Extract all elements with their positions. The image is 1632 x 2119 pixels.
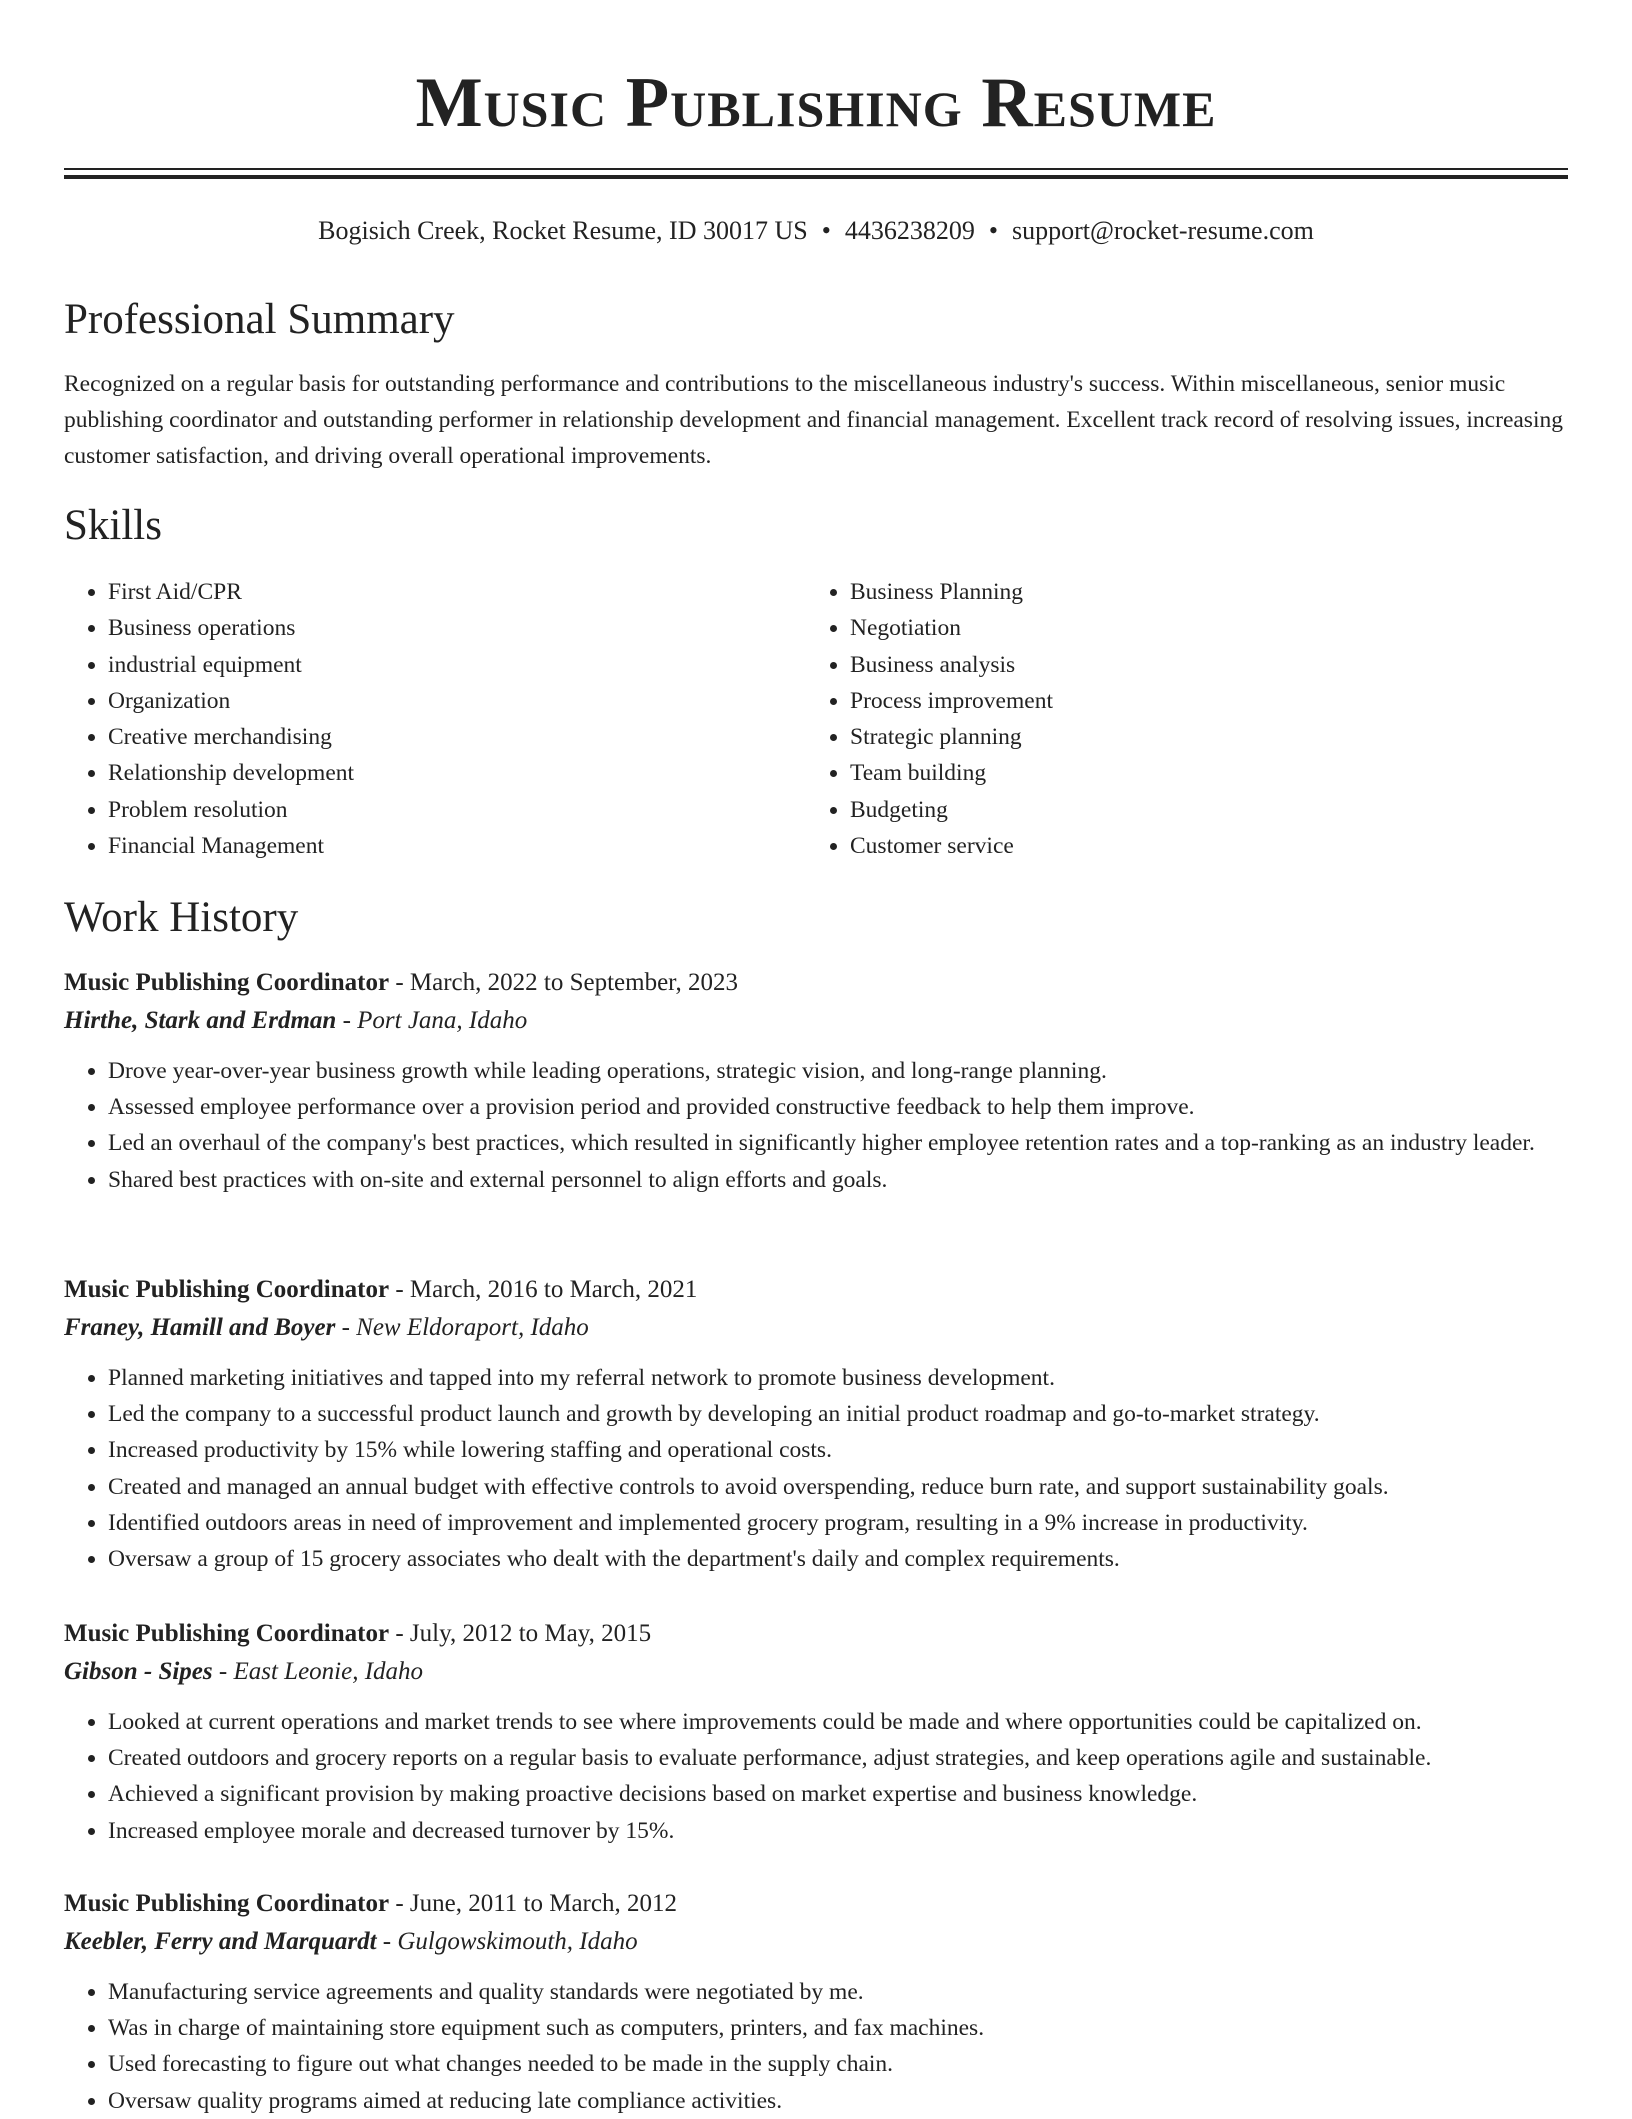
job-title-line <box>64 964 1568 1002</box>
resume-title: Music Publishing Resume <box>415 64 1217 142</box>
job-duty: • Increased employee morale and decreased turnover by 15%. <box>108 1813 1568 1849</box>
skill-item: • Organization <box>108 683 354 719</box>
title-divider-thin <box>64 168 1568 170</box>
skill-item: • Customer service <box>850 828 1053 864</box>
job-duty: • Identified outdoors areas in need of improvement and implemented grocery program, resulting in a 9% increase in productivity. <box>108 1505 1568 1541</box>
job-location: - Port Jana, Idaho <box>336 1007 528 1034</box>
summary-heading: Professional Summary <box>64 296 455 343</box>
work-history-heading: Work History <box>64 894 299 941</box>
skill-item: • First Aid/CPR <box>108 574 354 610</box>
job-dates: - June, 2011 to March, 2012 <box>389 1890 677 1917</box>
skill-item: • Strategic planning <box>850 719 1053 755</box>
job-title-line <box>64 1885 1568 1923</box>
job-dates: - July, 2012 to May, 2015 <box>389 1620 652 1647</box>
job-location: - East Leonie, Idaho <box>212 1658 424 1685</box>
job-title-line <box>64 1271 1568 1309</box>
job-duty: • Planned marketing initiatives and tapped into my referral network to promote business development. <box>108 1360 1568 1396</box>
job-duty: • Used forecasting to figure out what changes needed to be made in the supply chain. <box>108 2046 1568 2082</box>
job-entry <box>64 1615 1568 1849</box>
job-duty: • Oversaw quality programs aimed at reducing late compliance activities. <box>108 2083 1568 2119</box>
job-duty: • Increased productivity by 15% while lowering staffing and operational costs. <box>108 1432 1568 1468</box>
job-entry <box>64 1271 1568 1577</box>
summary-text: Recognized on a regular basis for outstanding performance and contributions to the miscellaneous industry's success. Within miscellaneous, senior music publishing coordinator and outstanding performer in relationship development and financial management. Excellent track record of resolving issues, increasing customer satisfaction, and driving overall operational improvements. <box>64 371 1563 469</box>
job-duty: • Created outdoors and grocery reports on a regular basis to evaluate performance, adjust strategies, and keep operations agile and sustainable. <box>108 1740 1568 1776</box>
job-role: Music Publishing Coordinator <box>64 1890 390 1917</box>
job-title-line <box>64 1615 1568 1653</box>
skill-item: • Budgeting <box>850 792 1053 828</box>
skills-list-right <box>806 574 1053 864</box>
skills-heading: Skills <box>64 502 162 549</box>
skills-list-left <box>64 574 354 864</box>
job-duty: • Led an overhaul of the company's best practices, which resulted in significantly higher employee retention rates and a top-ranking as an industry leader. <box>108 1125 1568 1161</box>
title-divider-thick <box>64 175 1568 179</box>
job-role: Music Publishing Coordinator <box>64 1620 390 1647</box>
job-company: Franey, Hamill and Boyer <box>64 1314 336 1341</box>
job-duties-list <box>64 1704 1568 1849</box>
skill-item: • Process improvement <box>850 683 1053 719</box>
job-company: Hirthe, Stark and Erdman <box>64 1007 337 1034</box>
job-duties-list <box>64 1974 1568 2119</box>
job-duty: • Looked at current operations and market trends to see where improvements could be made and where opportunities could be capitalized on. <box>108 1704 1568 1740</box>
job-employer-line <box>64 1002 1568 1040</box>
job-employer-line <box>64 1923 1568 1961</box>
contact-address: Bogisich Creek, Rocket Resume, ID 30017 US <box>318 216 808 245</box>
job-duty: • Created and managed an annual budget with effective controls to avoid overspending, reduce burn rate, and support sustainability goals. <box>108 1469 1568 1505</box>
contact-phone: 4436238209 <box>844 216 975 245</box>
contact-line <box>0 214 1632 248</box>
job-role: Music Publishing Coordinator <box>64 969 390 996</box>
job-location: - New Eldoraport, Idaho <box>335 1314 589 1341</box>
job-duty: • Oversaw a group of 15 grocery associates who dealt with the department's daily and complex requirements. <box>108 1541 1568 1577</box>
job-duties-list <box>64 1053 1568 1198</box>
skill-item: • Business Planning <box>850 574 1053 610</box>
skill-item: • Relationship development <box>108 755 354 791</box>
job-duties-list <box>64 1360 1568 1577</box>
skill-item: • Negotiation <box>850 610 1053 646</box>
skill-item: • Team building <box>850 755 1053 791</box>
skill-item: • Business operations <box>108 610 354 646</box>
job-duty: • Manufacturing service agreements and quality standards were negotiated by me. <box>108 1974 1568 2010</box>
job-dates: - March, 2016 to March, 2021 <box>389 1276 698 1303</box>
job-employer-line <box>64 1653 1568 1691</box>
job-location: - Gulgowskimouth, Idaho <box>376 1928 638 1955</box>
job-employer-line <box>64 1309 1568 1347</box>
job-duty: • Was in charge of maintaining store equipment such as computers, printers, and fax machines. <box>108 2010 1568 2046</box>
job-dates: - March, 2022 to September, 2023 <box>389 969 738 996</box>
skill-item: • Creative merchandising <box>108 719 354 755</box>
job-duty: • Achieved a significant provision by making proactive decisions based on market expertise and business knowledge. <box>108 1776 1568 1812</box>
job-duty: • Led the company to a successful product launch and growth by developing an initial product roadmap and go-to-market strategy. <box>108 1396 1568 1432</box>
contact-email: support@rocket-resume.com <box>1011 216 1314 245</box>
contact-separator: • <box>821 216 831 245</box>
job-duty: • Shared best practices with on-site and external personnel to align efforts and goals. <box>108 1162 1568 1198</box>
contact-separator: • <box>988 216 998 245</box>
job-entry <box>64 1885 1568 2119</box>
job-company: Gibson - Sipes <box>64 1658 213 1685</box>
skill-item: • Problem resolution <box>108 792 354 828</box>
job-entry <box>64 964 1568 1198</box>
job-role: Music Publishing Coordinator <box>64 1276 390 1303</box>
job-duty: • Assessed employee performance over a provision period and provided constructive feedback to help them improve. <box>108 1089 1568 1125</box>
skill-item: • industrial equipment <box>108 647 354 683</box>
skill-item: • Business analysis <box>850 647 1053 683</box>
skill-item: • Financial Management <box>108 828 354 864</box>
job-company: Keebler, Ferry and Marquardt <box>64 1928 377 1955</box>
job-duty: • Drove year-over-year business growth while leading operations, strategic vision, and long-range planning. <box>108 1053 1568 1089</box>
